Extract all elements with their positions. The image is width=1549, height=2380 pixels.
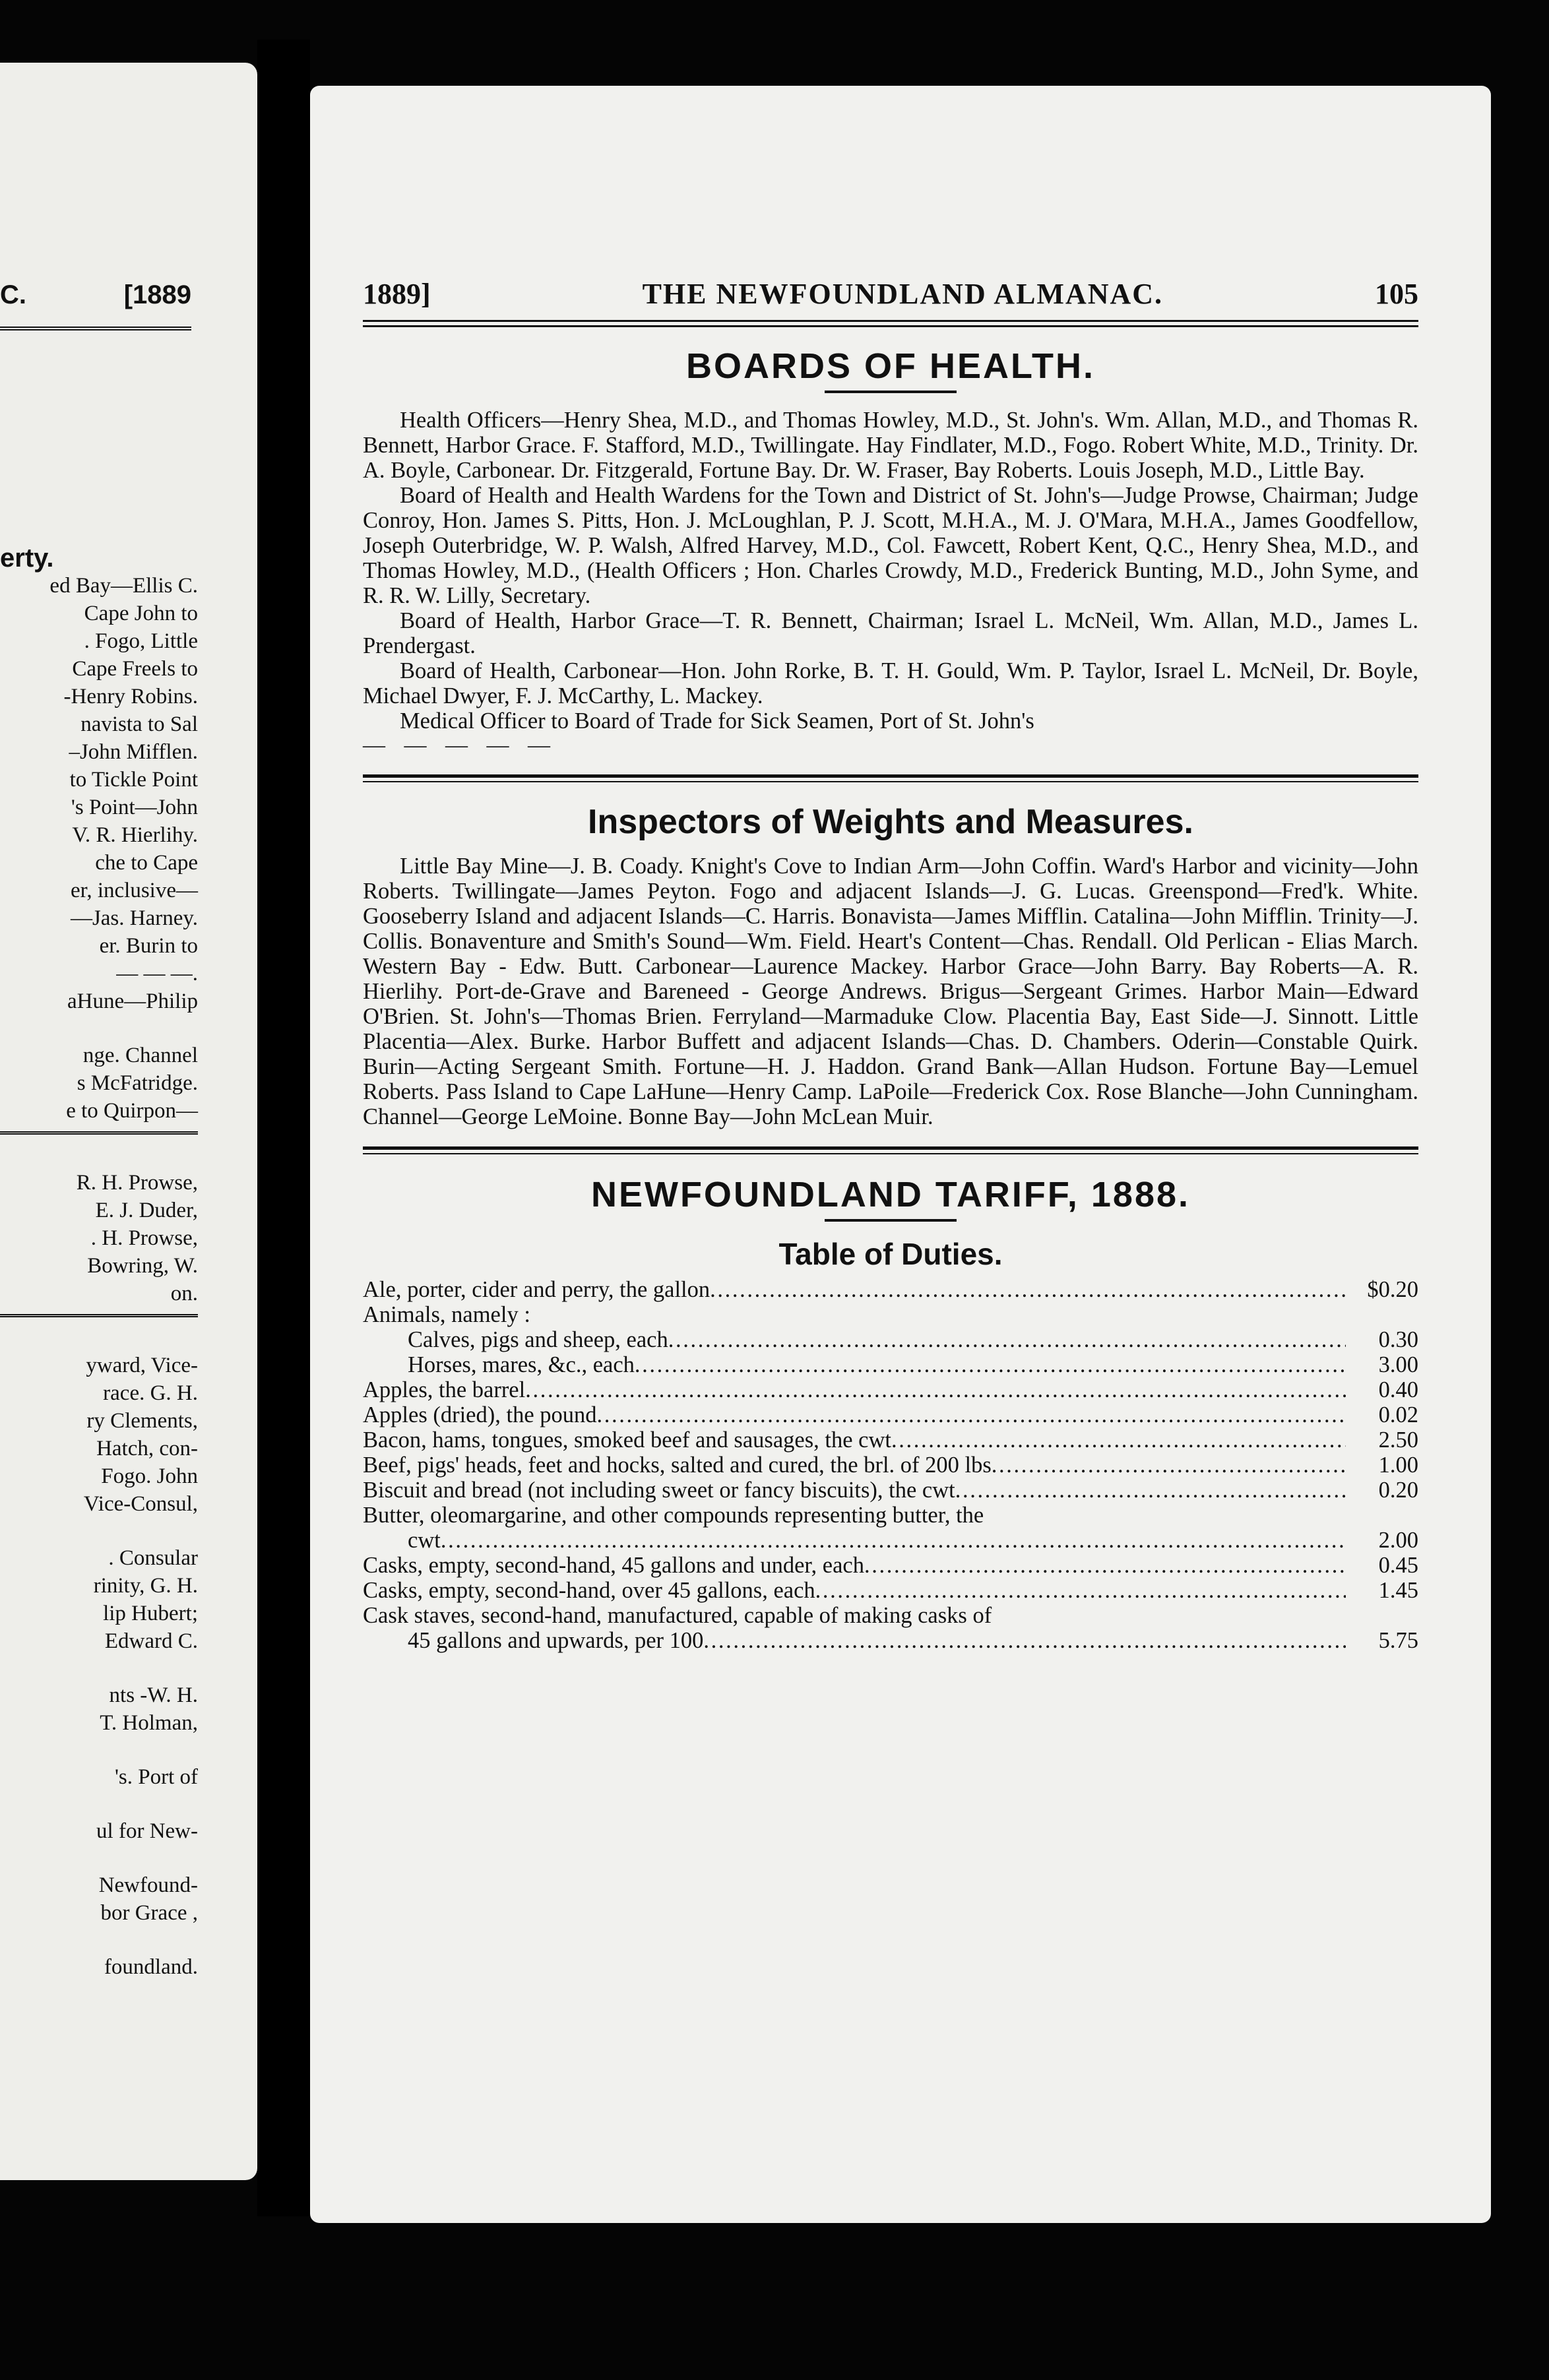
duty-amount: 1.00 xyxy=(1378,1453,1418,1478)
header-rule xyxy=(363,320,1418,327)
previous-page-line: to Tickle Point xyxy=(69,768,198,792)
duty-item: Apples (dried), the pound xyxy=(363,1402,597,1427)
previous-page-line: nge. Channel xyxy=(82,1044,198,1067)
duty-amount: 2.00 xyxy=(1378,1528,1418,1553)
previous-page-line: che to Cape xyxy=(95,851,198,875)
duties-table xyxy=(363,1277,1418,1653)
dot-leader xyxy=(525,1377,1346,1402)
tariff-section xyxy=(363,1174,1418,1653)
previous-page-line: Cape John to xyxy=(84,602,198,625)
previous-page-line: race. G. H. xyxy=(103,1381,198,1405)
duty-row xyxy=(363,1628,1418,1653)
previous-page-line xyxy=(0,1143,198,1169)
previous-page-line: aHune—Philip xyxy=(67,989,198,1013)
previous-page-header xyxy=(0,280,191,310)
previous-page-line: yward, Vice- xyxy=(86,1354,198,1377)
duty-row xyxy=(363,1352,1418,1377)
inspectors-section xyxy=(363,802,1418,1129)
almanac-page xyxy=(310,86,1491,2223)
previous-page-line: — — —. xyxy=(116,962,198,986)
dot-leader xyxy=(703,1628,1346,1653)
previous-page-line: Newfound- xyxy=(98,1873,198,1897)
previous-page-line: s McFatridge. xyxy=(77,1071,198,1095)
previous-page-line: ry Clements, xyxy=(86,1409,198,1433)
duty-row xyxy=(363,1603,1418,1628)
inspectors-heading: Inspectors of Weights and Measures. xyxy=(588,803,1193,841)
duty-row xyxy=(363,1578,1418,1603)
section-rule xyxy=(363,1146,1418,1154)
previous-page-line xyxy=(0,1655,198,1681)
previous-page-line: Cape Freels to xyxy=(72,657,198,681)
previous-page-rule xyxy=(0,1314,198,1317)
duty-amount: 0.30 xyxy=(1378,1327,1418,1352)
duty-item: Casks, empty, second-hand, over 45 gallons, each xyxy=(363,1578,815,1603)
boards-paragraph: Board of Health and Health Wardens for the Town and District of St. John's—Judge Prowse, Chairman; Judge Conroy, Hon. James S. Pitts, Hon. J. McLoughlan, P. J. Scott, M.H.A., M. J. O'Mara, M.H.A., James Goodfellow, Joseph Outerbridge, W. P. Walsh, Alfred Harvey, M.D., Col. Fawcett, Robert Kent, Q.C., Henry Shea, M.D., and Thomas Howley, M.D., (Health Officers ; Hon. Charles Crowdy, M.D., Frederick Bunting, M.D., John Syme, and R. R. W. Lilly, Secretary. xyxy=(363,483,1418,608)
previous-page-line: T. Holman, xyxy=(100,1711,198,1735)
book-gutter xyxy=(257,40,310,2216)
duty-amount: 3.00 xyxy=(1378,1352,1418,1377)
blank-dash-line: — — — — — xyxy=(363,733,557,757)
duty-amount: 0.45 xyxy=(1378,1553,1418,1578)
previous-page-line: . Consular xyxy=(108,1546,198,1570)
previous-page-line: E. J. Duder, xyxy=(95,1199,198,1222)
previous-page-rule xyxy=(0,1131,198,1135)
boards-paragraph: Medical Officer to Board of Trade for Sick Seamen, Port of St. John's xyxy=(400,708,1034,734)
duty-row xyxy=(363,1478,1418,1503)
page-content xyxy=(363,277,1418,1653)
previous-page-line xyxy=(0,1845,198,1871)
previous-page-text xyxy=(0,544,198,1981)
boards-of-health-section xyxy=(363,346,1418,757)
duty-item: Calves, pigs and sheep, each xyxy=(408,1327,668,1352)
dot-leader xyxy=(710,1277,1346,1302)
duty-item: Bacon, hams, tongues, smoked beef and sausages, the cwt xyxy=(363,1427,891,1453)
previous-page-line: on. xyxy=(170,1282,198,1305)
duty-row xyxy=(363,1377,1418,1402)
boards-paragraph: Board of Health, Carbonear—Hon. John Rorke, B. T. H. Gould, Wm. P. Taylor, Israel L. McNeil, Dr. Boyle, Michael Dwyer, F. J. McCarthy, L. Mackey. xyxy=(363,658,1418,708)
previous-page-line: –John Mifflen. xyxy=(69,740,198,764)
previous-page-line: R. H. Prowse, xyxy=(76,1171,198,1195)
duty-row xyxy=(363,1402,1418,1427)
duty-amount: $0.20 xyxy=(1367,1277,1418,1302)
previous-page-header-right: [1889 xyxy=(123,280,191,309)
duty-row xyxy=(363,1453,1418,1478)
previous-page-line: rinity, G. H. xyxy=(93,1574,198,1598)
duty-amount: 2.50 xyxy=(1378,1427,1418,1453)
previous-page-line: 's Point—John xyxy=(71,796,198,819)
previous-page-line xyxy=(0,1737,198,1763)
previous-page-line: bor Grace , xyxy=(100,1901,198,1925)
previous-page-header-rule xyxy=(0,327,191,332)
duty-amount: 0.20 xyxy=(1378,1478,1418,1503)
previous-page-line: nts -W. H. xyxy=(109,1683,198,1707)
duty-amount: 1.45 xyxy=(1378,1578,1418,1603)
duty-amount: 0.40 xyxy=(1378,1377,1418,1402)
duty-row xyxy=(363,1528,1418,1553)
duty-item: Apples, the barrel xyxy=(363,1377,526,1402)
page-number: 105 xyxy=(1374,278,1418,310)
previous-page-line: navista to Sal xyxy=(80,712,198,736)
previous-page-line xyxy=(0,1927,198,1953)
heading-underline xyxy=(825,391,957,393)
table-of-duties-heading: Table of Duties. xyxy=(778,1237,1003,1271)
previous-page-line: er, inclusive— xyxy=(71,879,198,902)
duty-row xyxy=(363,1327,1418,1352)
previous-page-line xyxy=(0,1791,198,1817)
previous-page-line: Bowring, W. xyxy=(87,1254,198,1278)
duty-row xyxy=(363,1503,1418,1528)
heading-underline xyxy=(825,1219,957,1222)
tariff-heading: NEWFOUNDLAND TARIFF, 1888. xyxy=(590,1175,1191,1214)
duty-item: Cask staves, second-hand, manufactured, capable of making casks of xyxy=(363,1603,992,1628)
section-rule xyxy=(363,774,1418,782)
duty-item: Ale, porter, cider and perry, the gallon xyxy=(363,1277,711,1302)
previous-page-line: ul for New- xyxy=(96,1819,198,1843)
running-head xyxy=(363,277,1418,311)
previous-page-line: V. R. Hierlihy. xyxy=(72,823,198,847)
previous-page-line: Vice-Consul, xyxy=(83,1492,198,1516)
previous-page-line: —Jas. Harney. xyxy=(70,906,198,930)
dot-leader xyxy=(668,1327,1346,1352)
previous-page-header-left: C. xyxy=(0,280,26,309)
duty-row xyxy=(363,1277,1418,1302)
previous-page-line: . Fogo, Little xyxy=(84,629,198,653)
previous-page-line: 's. Port of xyxy=(114,1765,198,1789)
duty-row xyxy=(363,1427,1418,1453)
duty-item: 45 gallons and upwards, per 100 xyxy=(408,1628,704,1653)
dot-leader xyxy=(635,1352,1346,1377)
running-head-title: THE NEWFOUNDLAND ALMANAC. xyxy=(642,278,1164,310)
dot-leader xyxy=(597,1402,1346,1427)
duty-item: Butter, oleomargarine, and other compounds representing butter, the xyxy=(363,1503,984,1528)
running-head-year: 1889] xyxy=(363,278,431,310)
previous-page-line xyxy=(0,1518,198,1544)
boards-paragraph: Board of Health, Harbor Grace—T. R. Bennett, Chairman; Israel L. McNeil, Wm. Allan, M.D., James L. Prendergast. xyxy=(363,608,1418,658)
previous-page-line: -Henry Robins. xyxy=(63,685,198,708)
dot-leader xyxy=(955,1478,1346,1503)
previous-page-line: foundland. xyxy=(104,1955,198,1979)
dot-leader xyxy=(815,1578,1346,1603)
duty-row xyxy=(363,1553,1418,1578)
previous-page-line: ed Bay—Ellis C. xyxy=(49,574,198,598)
previous-page xyxy=(0,63,257,2180)
duty-item: Biscuit and bread (not including sweet or fancy biscuits), the cwt xyxy=(363,1478,955,1503)
previous-page-line: erty. xyxy=(0,544,54,573)
boards-paragraph: Health Officers—Henry Shea, M.D., and Thomas Howley, M.D., St. John's. Wm. Allan, M.D., and Thomas R. Bennett, Harbor Grace. F. Stafford, M.D., Twillingate. Hay Findlater, M.D., Fogo. Robert White, M.D., Trinity. Dr. A. Boyle, Carbonear. Dr. Fitzgerald, Fortune Bay. Dr. W. Fraser, Bay Roberts. Louis Joseph, M.D., Little Bay. xyxy=(363,408,1418,483)
dot-leader xyxy=(864,1553,1346,1578)
dot-leader xyxy=(441,1528,1346,1553)
duty-amount: 0.02 xyxy=(1378,1402,1418,1427)
previous-page-line: lip Hubert; xyxy=(103,1602,198,1625)
previous-page-line: e to Quirpon— xyxy=(66,1099,198,1123)
duty-item: Animals, namely : xyxy=(363,1302,530,1327)
previous-page-line: Edward C. xyxy=(104,1629,198,1653)
duty-amount: 5.75 xyxy=(1378,1628,1418,1653)
previous-page-line xyxy=(0,1325,198,1352)
dot-leader xyxy=(891,1427,1346,1453)
dot-leader xyxy=(992,1453,1346,1478)
inspectors-paragraph: Little Bay Mine—J. B. Coady. Knight's Cove to Indian Arm—John Coffin. Ward's Harbor and vicinity—John Roberts. Twillingate—James Peyton. Fogo and adjacent Islands—J. G. Lucas. Greenspond—Fred'k. White. Gooseberry Island and adjacent Islands—C. Harris. Bonavista—James Mifflin. Catalina—John Mifflin. Trinity—J. Collis. Bonaventure and Smith's Sound—Wm. Field. Heart's Content—Chas. Rendall. Old Perlican - Elias March. Western Bay - Edw. Butt. Carbonear—Laurence Mackey. Harbor Grace—John Barry. Bay Roberts—A. R. Hierlihy. Port-de-Grave and Bareneed - George Andrews. Brigus—Sergeant Grimes. Harbor Main—Edward O'Brien. St. John's—Thomas Brien. Ferryland—Marmaduke Clow. Placentia Bay, East Side—J. Sinnott. Little Placentia—Alex. Burke. Harbor Buffett and adjacent Islands—Chas. D. Chambers. Oderin—Constable Quirk. Burin—Acting Sergeant Smith. Fortune—H. J. Haddon. Grand Bank—Allan Hudson. Fortune Bay—Lemuel Roberts. Pass Island to Cape LaHune—Henry Camp. LaPoile—Frederick Cox. Rose Blanche—John Cunningham. Channel—George LeMoine. Bonne Bay—John McLean Muir. xyxy=(363,854,1418,1129)
previous-page-line: Hatch, con- xyxy=(96,1437,198,1460)
previous-page-line: . H. Prowse, xyxy=(90,1226,198,1250)
duty-item: Beef, pigs' heads, feet and hocks, salted and cured, the brl. of 200 lbs xyxy=(363,1453,992,1478)
previous-page-line xyxy=(0,1015,198,1042)
duty-item: Casks, empty, second-hand, 45 gallons and under, each xyxy=(363,1553,864,1578)
duty-item: cwt xyxy=(408,1528,441,1553)
boards-of-health-heading: BOARDS OF HEALTH. xyxy=(686,346,1095,386)
duty-item: Horses, mares, &c., each xyxy=(408,1352,635,1377)
previous-page-line: Fogo. John xyxy=(101,1464,198,1488)
duty-row xyxy=(363,1302,1418,1327)
previous-page-line: er. Burin to xyxy=(99,934,198,958)
